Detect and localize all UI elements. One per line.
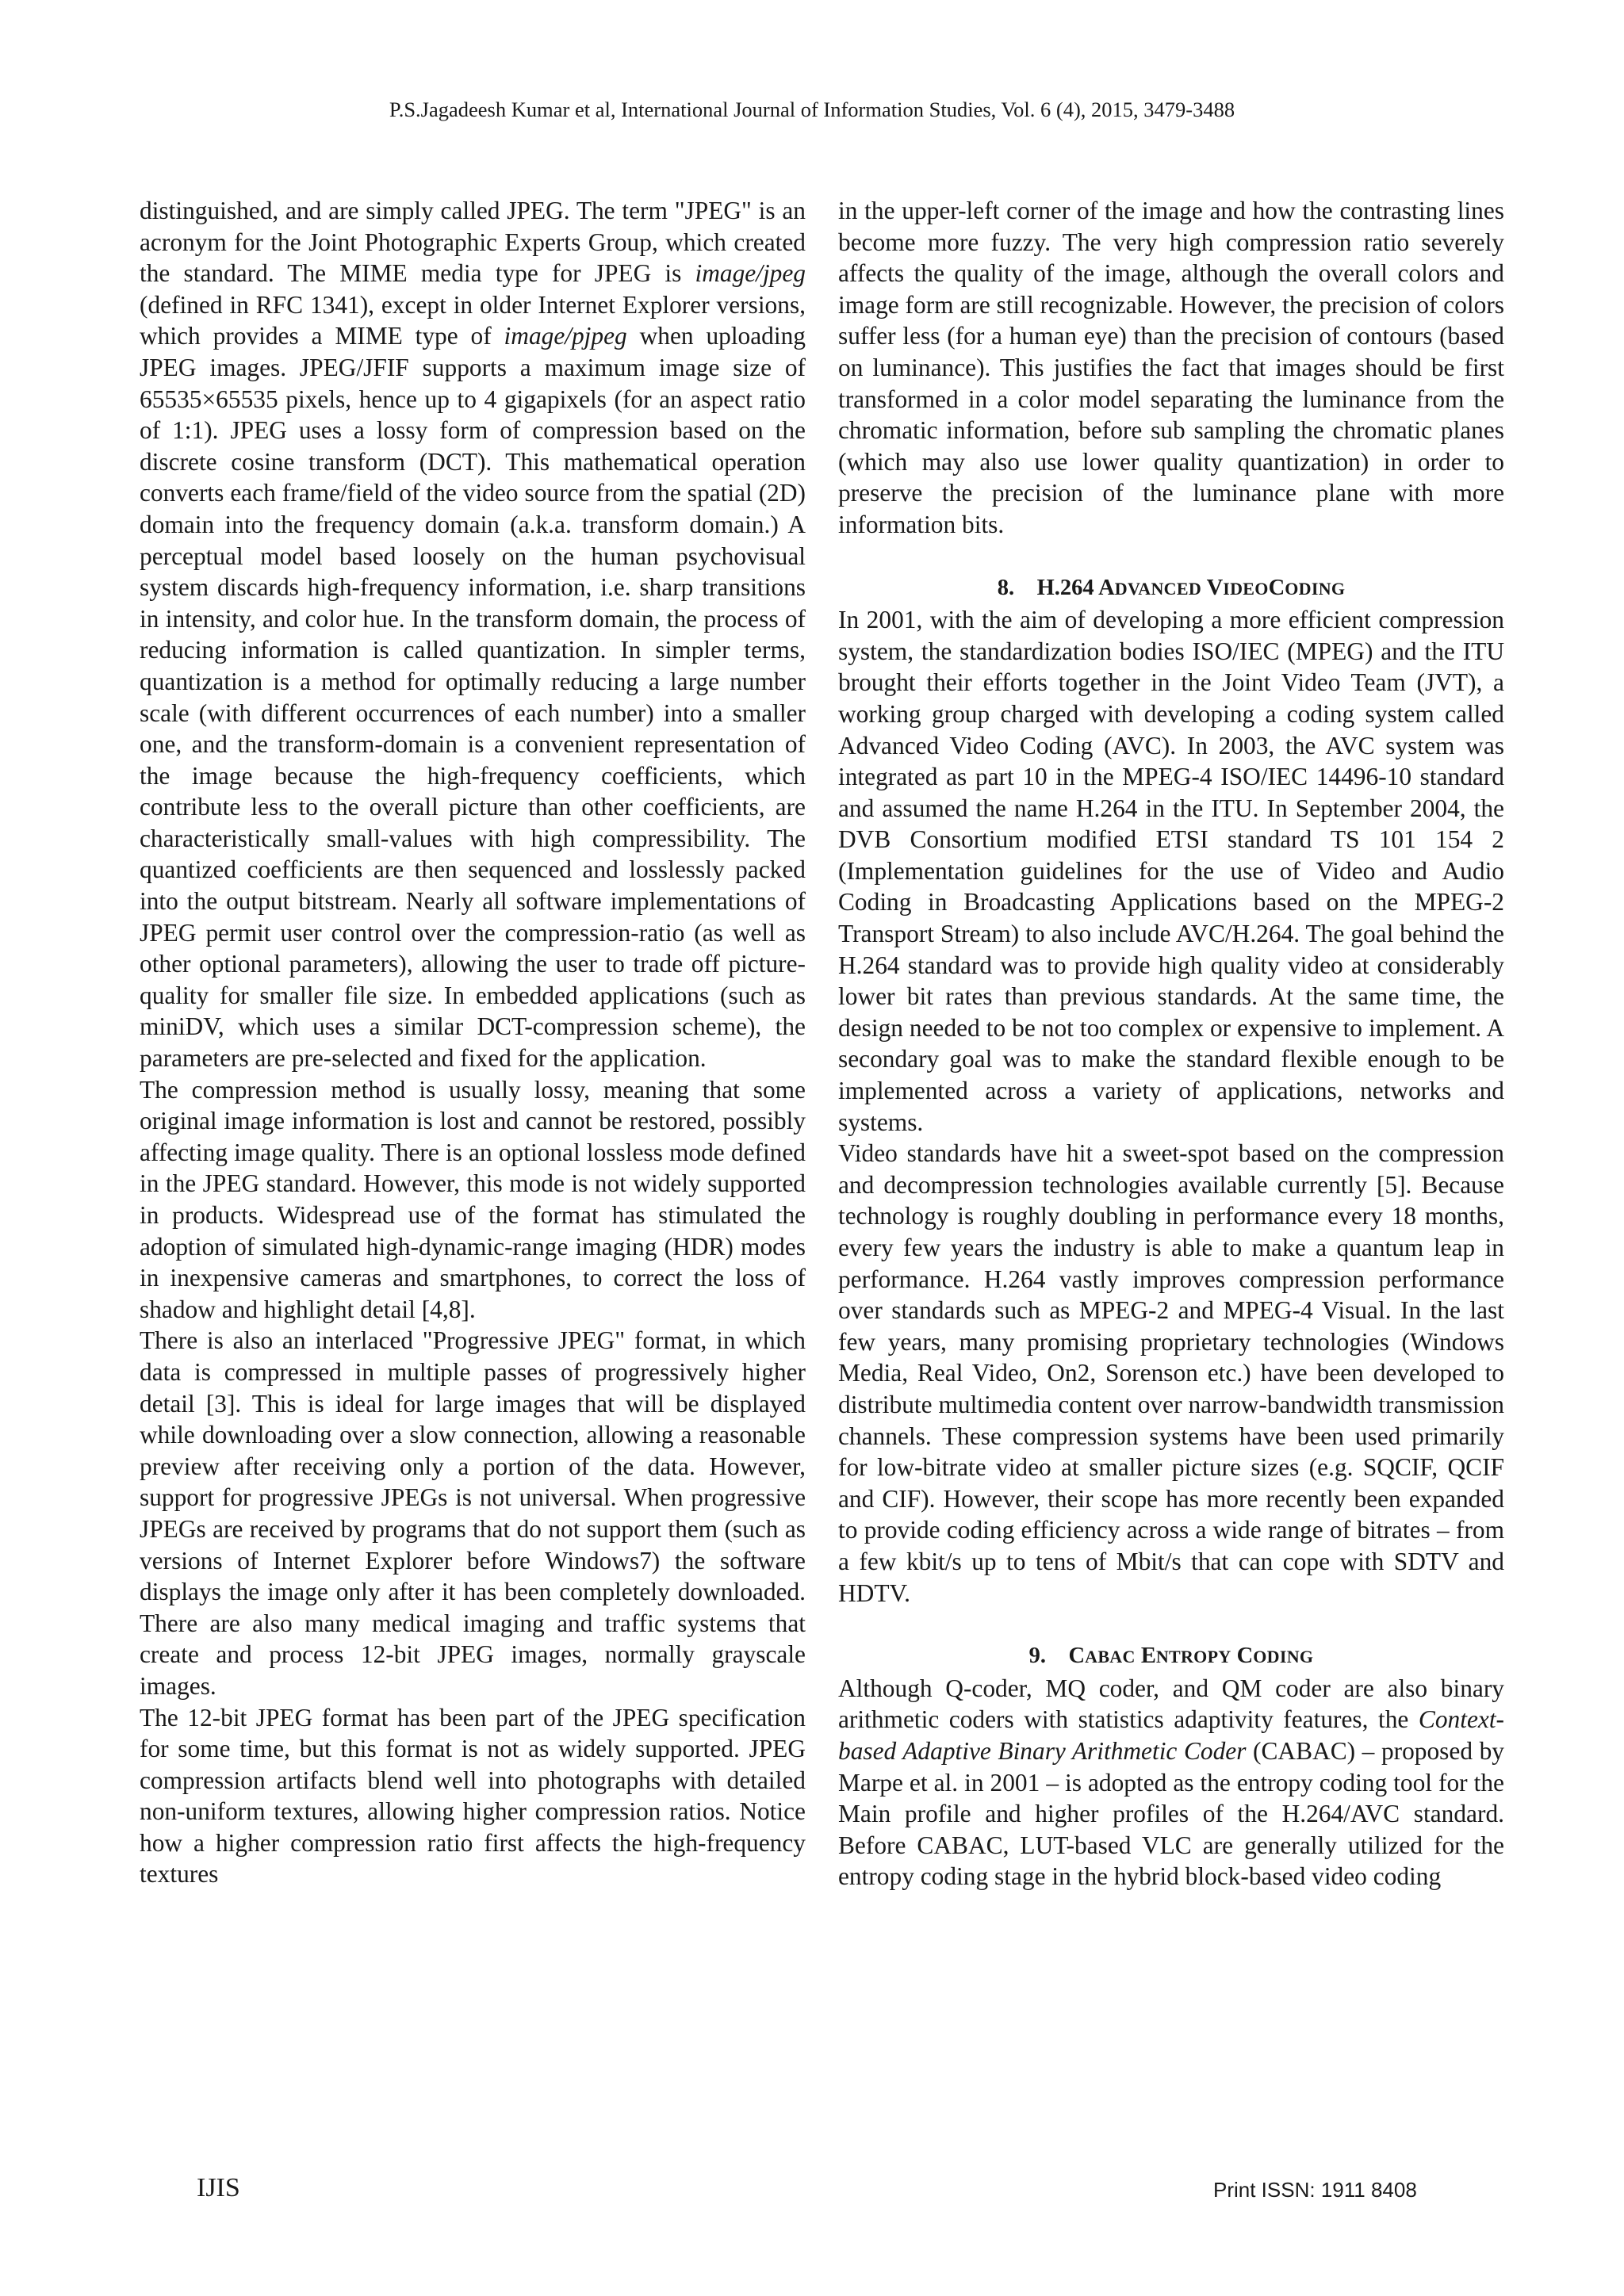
mime-type-jpeg: image/jpeg <box>695 259 806 288</box>
paragraph-progressive-jpeg: There is also an interlaced "Progressive JPEG" format, in which data is compressed in multiple passes of progressively higher detail [3]. This is ideal for large images that will be displayed while downloading over a slow connection, allowing a reasonable preview after receiving only a portion of the data. However, support for progressive JPEGs is not universal. When progressive JPEGs are received by programs that do not support them (such as versions of Internet Explorer before Windows7) the software displays the image only after it has been completely downloaded. There are also many medical imaging and traffic systems that create and process 12-bit JPEG images, normally grayscale images. <box>140 1326 806 1700</box>
footer-issn: Print ISSN: 1911 8408 <box>1213 2178 1417 2202</box>
right-column <box>838 195 1504 1892</box>
footer-journal-abbrev: IJIS <box>197 2173 240 2202</box>
paragraph-jpeg-intro: distinguished, and are simply called JPEG. The term "JPEG" is an acronym for the Joint Photographic Experts Group, which created the standard. The MIME media type for JPEG is image/jpeg (defined in RFC 1341), except in older Internet Explorer versions, which provides a MIME type of image/pjpeg when uploading JPEG images. JPEG/JFIF supports a maximum image size of 65535×65535 pixels, hence up to 4 gigapixels (for an aspect ratio of 1:1). JPEG uses a lossy form of compression based on the discrete cosine transform (DCT). This mathematical operation converts each frame/field of the video source from the spatial (2D) domain into the frequency domain (a.k.a. transform domain.) A perceptual model based loosely on the human psychovisual system discards high-frequency information, i.e. sharp transitions in intensity, and color hue. In the transform domain, the process of reducing information is called quantization. In simpler terms, quantization is a method for optimally reducing a large number scale (with different occurrences of each number) into a smaller one, and the transform-domain is a convenient representation of the image because the high-frequency coefficients, which contribute less to the overall picture than other coefficients, are characteristically small-values with high compressibility. The quantized coefficients are then sequenced and losslessly packed into the output bitstream. Nearly all software implementations of JPEG permit user control over the compression-ratio (as well as other optional parameters), allowing the user to trade off picture-quality for smaller file size. In embedded applications (such as miniDV, which uses a similar DCT-compression scheme), the parameters are pre-selected and fixed for the application. <box>140 197 806 1073</box>
paragraph-compression-ratio: in the upper-left corner of the image and how the contrasting lines become more fuzzy. The very high compression ratio severely affects the quality of the image, although the overall colors and image form are still recognizable. However, the precision of colors suffer less (for a human eye) than the precision of contours (based on luminance). This justifies the fact that images should be first transformed in a color model separating the luminance from the chromatic information, before sub sampling the chromatic planes (which may also use lower quality quantization) in order to preserve the precision of the luminance plane with more information bits. <box>838 197 1504 538</box>
paragraph-lossy-compression: The compression method is usually lossy, meaning that some original image information is lost and cannot be restored, possibly affecting image quality. There is an optional lossless mode defined in the JPEG standard. However, this mode is not widely supported in products. Widespread use of the format has stimulated the adoption of simulated high-dynamic-range imaging (HDR) modes in inexpensive cameras and smartphones, to correct the loss of shadow and highlight detail [4,8]. <box>140 1075 806 1323</box>
paragraph-12bit-jpeg: The 12-bit JPEG format has been part of the JPEG specification for some time, but this format is not as widely supported. JPEG compression artifacts blend well into photographs with detailed non-uniform textures, allowing higher compression ratios. Notice how a higher compression ratio first affects the high-frequency textures <box>140 1703 806 1888</box>
section-heading-h264: 8. H.264 ADVANCED VIDEOCODING <box>997 575 1346 600</box>
paragraph-video-standards: Video standards have hit a sweet-spot based on the compression and decompression technologies available currently [5]. Because technology is roughly doubling in performance every 18 months, every few years the industry is able to make a quantum leap in performance. H.264 vastly improves compression performance over standards such as MPEG-2 and MPEG-4 Visual. In the last few years, many promising proprietary technologies (Windows Media, Real Video, On2, Sorenson etc.) have been developed to distribute multimedia content over narrow-bandwidth transmission channels. These compression systems have been used primarily for low-bitrate video at smaller picture sizes (e.g. SQCIF, QCIF and CIF). However, their scope has more recently been expanded to provide coding efficiency across a wide range of bitrates – from a few kbit/s up to tens of Mbit/s that can cope with SDTV and HDTV. <box>838 1139 1504 1607</box>
mime-type-pjpeg: image/pjpeg <box>504 322 627 350</box>
running-header: P.S.Jagadeesh Kumar et al, International Journal of Information Studies, Vol. 6 (4), 2015, 3479-3488 <box>389 98 1235 121</box>
paragraph-h264-history: In 2001, with the aim of developing a more efficient compression system, the standardization bodies ISO/IEC (MPEG) and the ITU brought their efforts together in the Joint Video Team (JVT), a working group charged with developing a coding system called Advanced Video Coding (AVC). In 2003, the AVC system was integrated as part 10 in the MPEG-4 ISO/IEC 14496-10 standard and assumed the name H.264 in the ITU. In September 2004, the DVB Consortium modified ETSI standard TS 101 154 2 (Implementation guidelines for the use of Video and Audio Coding in Broadcasting Applications based on the MPEG-2 Transport Stream) to also include AVC/H.264. The goal behind the H.264 standard was to provide high quality video at considerably lower bit rates than previous standards. At the same time, the design needed to be not too complex or expensive to implement. A secondary goal was to make the standard flexible enough to be implemented across a variety of applications, networks and systems. <box>838 606 1504 1136</box>
section-heading-cabac: 9. CABAC ENTROPY CODING <box>1028 1644 1314 1669</box>
paragraph-cabac: Although Q-coder, MQ coder, and QM coder are also binary arithmetic coders with statistics adaptivity features, the Context-based Adaptive Binary Arithmetic Coder (CABAC) – proposed by Marpe et al. in 2001 – is adopted as the entropy coding tool for the Main profile and higher profiles of the H.264/AVC standard. Before CABAC, LUT-based VLC are generally utilized for the entropy coding stage in the hybrid block-based video coding <box>838 1674 1504 1891</box>
left-column <box>140 195 806 1890</box>
cabac-term: Context-based Adaptive Binary Arithmetic Coder <box>838 1705 1504 1765</box>
